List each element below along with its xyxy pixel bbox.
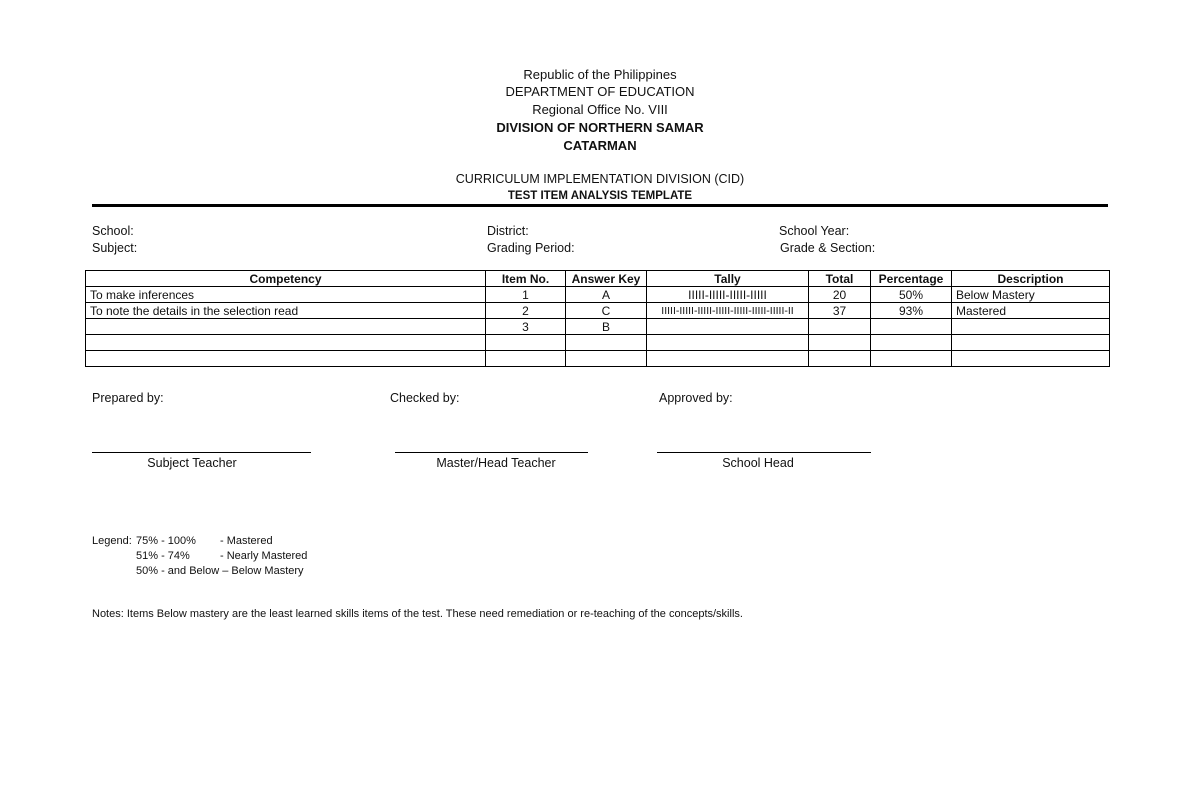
cell-competency [86, 319, 486, 335]
table-row [86, 351, 1110, 367]
column-header-item-no: Item No. [486, 271, 566, 287]
header-cid: CURRICULUM IMPLEMENTATION DIVISION (CID) [455, 172, 745, 186]
header-city: CATARMAN [563, 138, 637, 153]
cell-tally [647, 351, 809, 367]
legend-label: Legend: [92, 535, 132, 547]
cell-item-no [486, 351, 566, 367]
header-department: DEPARTMENT OF EDUCATION [505, 84, 695, 99]
cell-item-no [486, 335, 566, 351]
prepared-by-label: Prepared by: [92, 391, 164, 405]
grading-period-label: Grading Period: [487, 241, 575, 255]
cell-item-no: 2 [486, 303, 566, 319]
grade-section-label: Grade & Section: [780, 241, 876, 255]
cell-tally: IIIII-IIIII-IIIII-IIIII-IIIII-IIIII-IIIII-II [647, 303, 809, 319]
head-teacher-signature-line [395, 452, 588, 453]
cell-competency [86, 335, 486, 351]
cell-percentage [871, 351, 952, 367]
school-head-signature-line [657, 452, 871, 453]
cell-tally [647, 335, 809, 351]
legend-desc-mastered: - Mastered [220, 535, 273, 547]
cell-description [952, 351, 1110, 367]
cell-percentage: 50% [871, 287, 952, 303]
column-header-description: Description [952, 271, 1110, 287]
district-label: District: [487, 224, 529, 238]
table-row [86, 287, 1110, 303]
cell-item-no: 3 [486, 319, 566, 335]
column-header-answer-key: Answer Key [566, 271, 647, 287]
cell-answer-key: C [566, 303, 647, 319]
header-regional-office: Regional Office No. VIII [532, 102, 668, 117]
school-label: School: [92, 224, 134, 238]
cell-tally [647, 319, 809, 335]
notes-text: Notes: Items Below mastery are the least learned skills items of the test. These need remediation or re-teaching of the concepts/skills. [92, 608, 743, 620]
cell-competency: To make inferences [86, 287, 486, 303]
approved-by-label: Approved by: [659, 391, 733, 405]
item-analysis-table [85, 270, 1110, 367]
column-header-percentage: Percentage [871, 271, 952, 287]
column-header-total: Total [809, 271, 871, 287]
cell-percentage: 93% [871, 303, 952, 319]
cell-tally: IIIII-IIIII-IIIII-IIIII [647, 287, 809, 303]
subject-teacher-role: Subject Teacher [147, 456, 237, 470]
cell-total [809, 351, 871, 367]
legend-desc-nearly-mastered: - Nearly Mastered [220, 550, 308, 562]
header-republic: Republic of the Philippines [523, 67, 677, 82]
school-year-label: School Year: [779, 224, 850, 238]
document-title: TEST ITEM ANALYSIS TEMPLATE [507, 190, 693, 202]
cell-description [952, 319, 1110, 335]
checked-by-label: Checked by: [390, 391, 460, 405]
column-header-competency: Competency [86, 271, 486, 287]
subject-teacher-signature-line [92, 452, 311, 453]
legend-below-mastery: 50% - and Below – Below Mastery [136, 565, 304, 577]
cell-item-no: 1 [486, 287, 566, 303]
cell-description: Below Mastery [952, 287, 1110, 303]
cell-answer-key: B [566, 319, 647, 335]
column-header-tally: Tally [647, 271, 809, 287]
table-row [86, 319, 1110, 335]
cell-answer-key [566, 351, 647, 367]
cell-answer-key [566, 335, 647, 351]
table-header-row [86, 271, 1110, 287]
subject-label: Subject: [92, 241, 138, 255]
header-division: DIVISION OF NORTHERN SAMAR [496, 120, 704, 135]
cell-answer-key: A [566, 287, 647, 303]
cell-percentage [871, 335, 952, 351]
cell-total: 20 [809, 287, 871, 303]
title-rule [92, 204, 1108, 207]
cell-description [952, 335, 1110, 351]
cell-percentage [871, 319, 952, 335]
table-row [86, 303, 1110, 319]
cell-competency: To note the details in the selection read [86, 303, 486, 319]
cell-total: 37 [809, 303, 871, 319]
cell-total [809, 319, 871, 335]
head-teacher-role: Master/Head Teacher [436, 456, 556, 470]
cell-competency [86, 351, 486, 367]
legend-range-mastered: 75% - 100% [136, 535, 196, 547]
cell-total [809, 335, 871, 351]
school-head-role: School Head [722, 456, 794, 470]
table-row [86, 335, 1110, 351]
legend-range-nearly-mastered: 51% - 74% [136, 550, 190, 562]
cell-description: Mastered [952, 303, 1110, 319]
